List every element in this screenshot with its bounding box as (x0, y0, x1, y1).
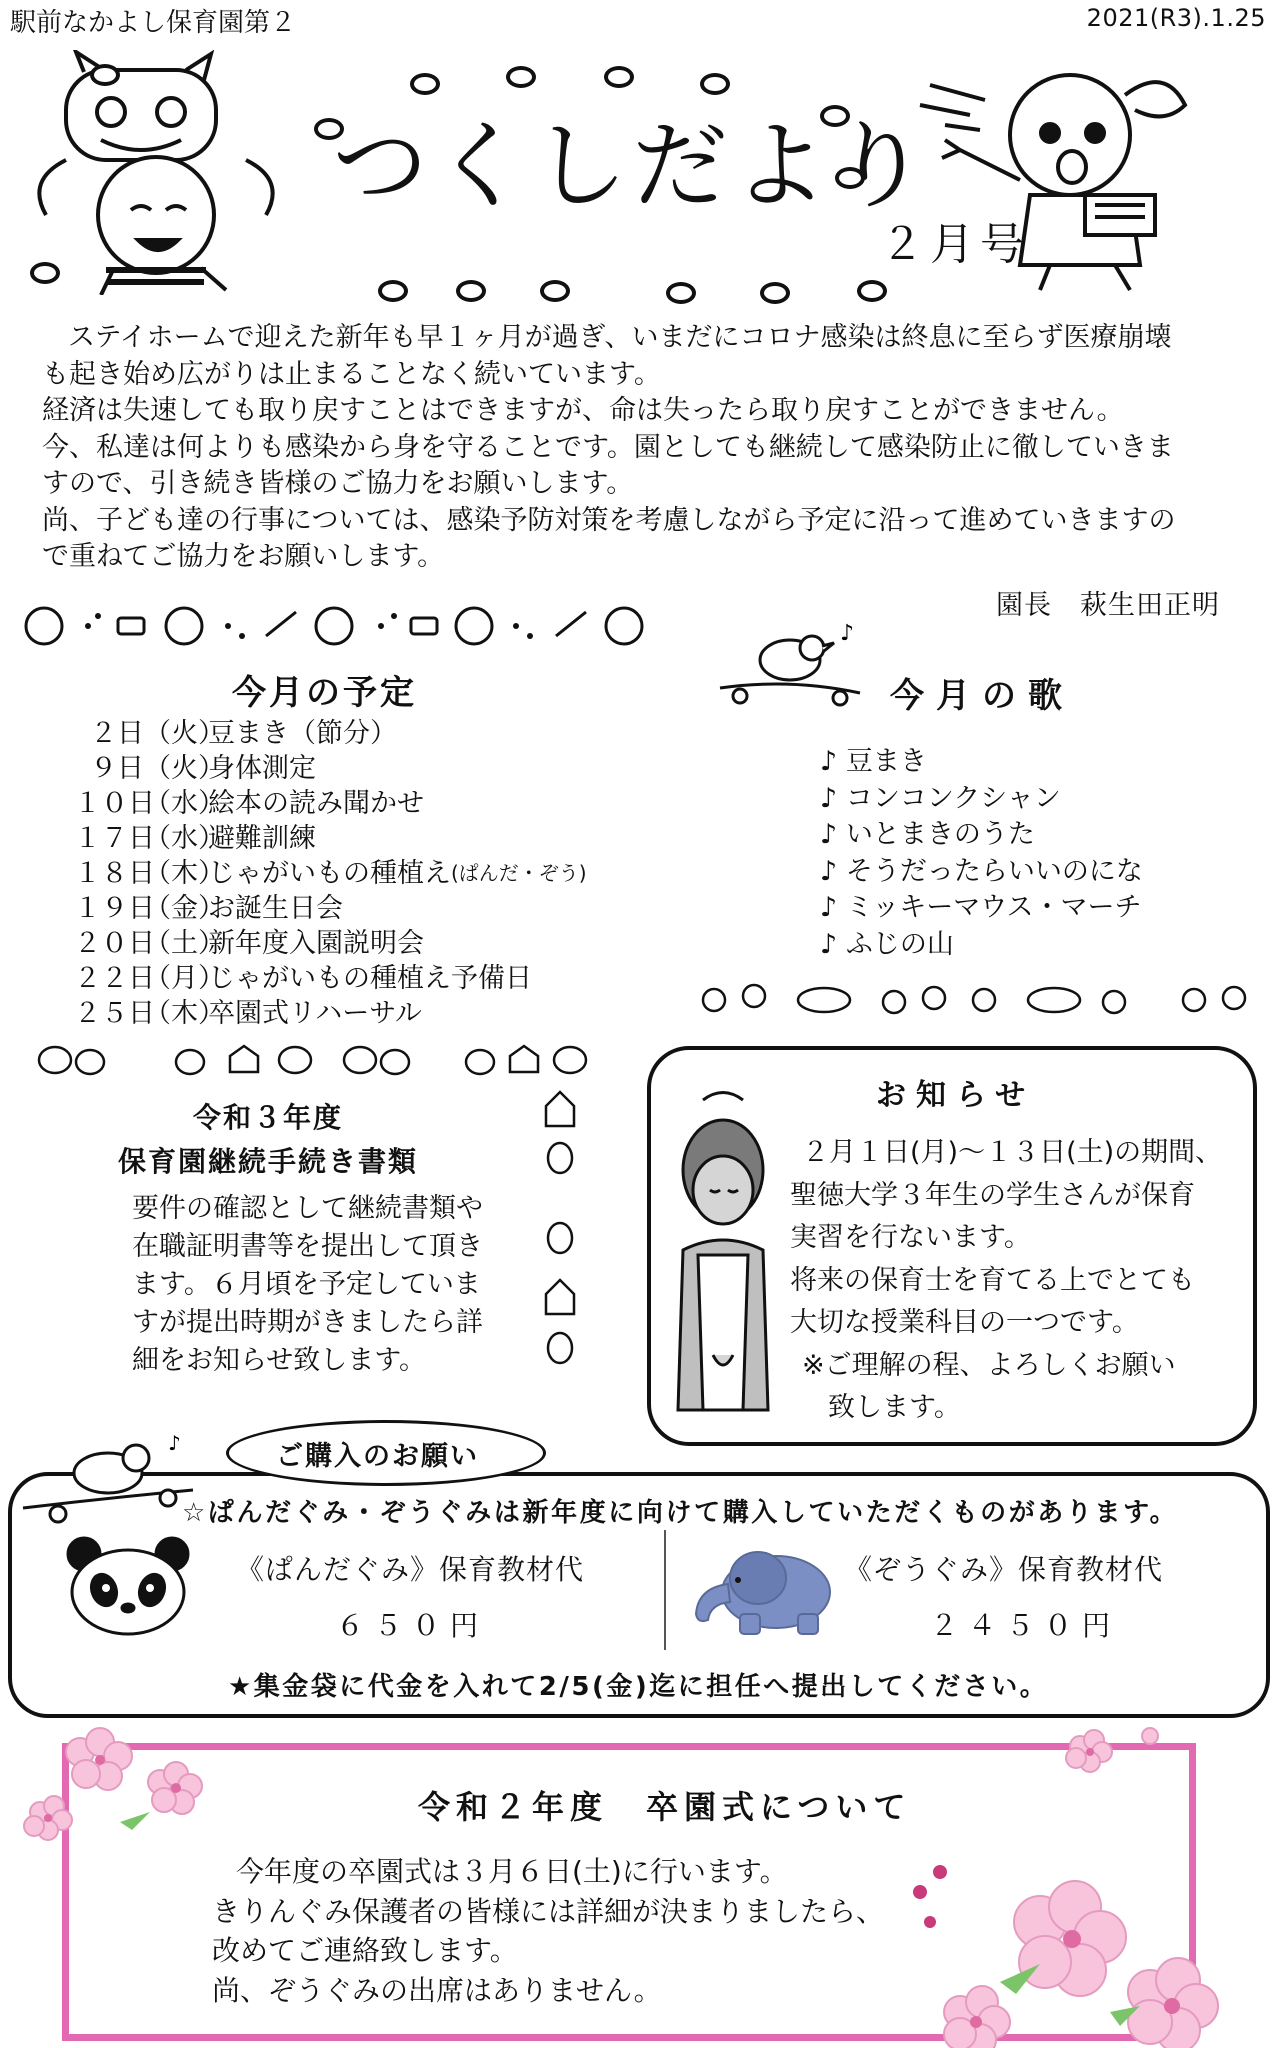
graduation-body (212, 1852, 884, 2010)
schedule-event: じゃがいもの種植え予備日 (208, 963, 532, 994)
schedule-weekday: （月） (144, 963, 225, 994)
schedule-item (74, 926, 587, 961)
notice-line: 将来の保育士を育てる上でとても (790, 1264, 1195, 1296)
schedule-day: １０日 (74, 788, 155, 819)
organization-name: 駅前なかよし保育園第２ (10, 8, 297, 38)
schedule-item (74, 786, 587, 821)
notice-line: 聖徳大学３年生の学生さんが保育 (790, 1179, 1195, 1211)
elephant-class-item-price: ２４５０円 (930, 1609, 1121, 1642)
song-item: ♪ 豆まき (820, 746, 927, 777)
purchase-note: ☆ぱんだぐみ・ぞうぐみは新年度に向けて購入していただくものがあります。 (182, 1498, 1179, 1528)
song-item: ♪ コンコンクシャン (820, 782, 1061, 814)
schedule-item (74, 996, 587, 1031)
schedule-weekday: （火） (144, 753, 225, 784)
songs-title: 今月の歌 (890, 676, 1074, 716)
notice-line: 致します。 (828, 1392, 961, 1423)
svg-text:♪: ♪ (168, 1431, 181, 1455)
schedule-day: ２２日 (74, 963, 155, 994)
intro-line: ステイホームで迎えた新年も早１ヶ月が過ぎ、いまだにコロナ感染は終息に至らず医療崩壊 (68, 322, 1172, 353)
schedule-event: 卒園式リハーサル (208, 998, 422, 1029)
elephant-class-item-label: 《ぞうぐみ》保育教材代 (844, 1553, 1164, 1586)
schedule-weekday: （金） (144, 893, 225, 924)
schedule-day: ２５日 (74, 998, 155, 1029)
oni-border-decoration (16, 600, 656, 650)
schedule-item (74, 961, 587, 996)
song-item: ♪ そうだったらいいのにな (820, 855, 1143, 887)
schedule-event: 身体測定 (208, 753, 316, 784)
schedule-day: ２０日 (74, 928, 155, 959)
schedule-day: １９日 (74, 893, 155, 924)
schedule-day: ２日 (90, 718, 144, 749)
notice-title: お知らせ (876, 1078, 1036, 1113)
purchase-title: ご購入のお願い (276, 1441, 479, 1472)
intro-line: 経済は失速しても取り戻すことはできますが、命は失ったら取り戻すことができません。 (42, 395, 1124, 426)
cherry-blossom-left-decoration (10, 1722, 240, 1842)
schedule-weekday: （水） (144, 823, 225, 854)
graduation-line: 今年度の卒園式は３月６日(土)に行います。 (236, 1855, 788, 1888)
issue-date: 2021(R3).1.25 (1086, 4, 1266, 32)
panda-icon (62, 1536, 194, 1636)
notice-body (790, 1132, 1240, 1430)
panda-class-item-label: 《ぱんだぐみ》保育教材代 (236, 1553, 585, 1586)
intro-line: 尚、子ども達の行事については、感染予防対策を考慮しながら予定に沿って進めていきますの (42, 504, 1176, 536)
notice-line: 実習を行ないます。 (790, 1222, 1031, 1253)
schedule-event: 絵本の読み聞かせ (208, 788, 424, 819)
schedule-day: ９日 (90, 753, 144, 784)
schedule-weekday: （木） (144, 858, 225, 889)
intro-line: すので、引き続き皆様のご協力をお願いします。 (42, 468, 634, 499)
intro-line: 今、私達は何よりも感染から身を守ることです。園としても継続して感染防止に徹していきま (42, 431, 1174, 463)
bird-on-branch-icon (710, 618, 870, 708)
documents-title-line: 令和３年度 (193, 1101, 344, 1134)
bowing-teacher-illustration (668, 1080, 778, 1430)
documents-line: 在職証明書等を提出して頂き (132, 1231, 483, 1262)
notice-line: 大切な授業科目の一つです。 (790, 1307, 1139, 1338)
flower-bird-border-decoration (694, 980, 1254, 1020)
schedule-event: お誕生日会 (208, 893, 343, 924)
svg-text:♪: ♪ (840, 621, 855, 646)
cherry-blossom-bottom-right-decoration (900, 1862, 1230, 2048)
notice-line: ２月１日(月)～１３日(土)の期間、 (802, 1137, 1223, 1168)
schedule-event: 避難訓練 (208, 823, 316, 854)
song-item: ♪ ミッキーマウス・マーチ (820, 892, 1142, 923)
schedule-weekday: （水） (144, 788, 225, 819)
documents-body (132, 1190, 504, 1380)
graduation-line: きりんぐみ保護者の皆様には詳細が決まりましたら、 (212, 1894, 885, 1928)
purchase-divider (664, 1530, 666, 1650)
schedule-event: 豆まき（節分） (208, 718, 397, 749)
schedule-event: 新年度入園説明会 (208, 928, 424, 959)
graduation-line: 改めてご連絡致します。 (212, 1934, 518, 1967)
newsletter-title: つくしだより (332, 110, 932, 222)
graduation-line: 尚、ぞうぐみの出席はありません。 (212, 1973, 662, 2007)
cherry-blossom-top-right-decoration (1040, 1722, 1180, 1782)
documents-line: 細をお知らせ致します。 (132, 1345, 427, 1376)
schedule-day: １７日 (74, 823, 155, 854)
documents-line: ます。６月頃を予定していま (132, 1269, 481, 1300)
schedule-day: １８日 (74, 858, 155, 889)
documents-line: 要件の確認として継続書類や (132, 1193, 483, 1224)
schedule-title: 今月の予定 (232, 673, 417, 713)
schedule-item (74, 821, 587, 856)
schedule-weekday: （土） (144, 928, 225, 959)
schedule-item (74, 891, 587, 926)
elephant-icon (688, 1544, 838, 1636)
panda-class-item-price: ６５０円 (336, 1609, 489, 1642)
graduation-title: 令和２年度 卒園式について (418, 1788, 912, 1826)
bird-branch-icon (18, 1428, 198, 1528)
schedule-event: じゃがいもの種植え (208, 858, 451, 889)
songs-list (820, 744, 1143, 963)
schedule-item (74, 856, 587, 891)
intro-line: も起き始め広がりは止まることなく続いています。 (42, 358, 661, 390)
purchase-footer: ★集金袋に代金を入れて2/5(金)迄に担任へ提出してください。 (228, 1672, 1049, 1702)
intro-line: で重ねてご協力をお願いします。 (42, 541, 445, 572)
oni-kid-illustration (6, 50, 306, 295)
schedule-item (74, 751, 587, 786)
song-item: ♪ いとまきのうた (820, 819, 1035, 850)
schedule-weekday: （木） (144, 998, 225, 1029)
vertical-tree-decoration (540, 1086, 580, 1406)
documents-title-line: 保育園継続手続き書類 (118, 1145, 419, 1178)
documents-line: すが提出時期がきましたら詳 (132, 1307, 483, 1338)
schedule-item (74, 716, 587, 751)
intro-message (42, 320, 1232, 576)
notice-line: ※ご理解の程、よろしくお願い (802, 1349, 1176, 1381)
schedule-note: (ぱんだ・ぞう) (451, 861, 587, 885)
song-item: ♪ ふじの山 (820, 928, 954, 960)
trees-houses-border-decoration (30, 1040, 590, 1080)
schedule-list (74, 716, 587, 1031)
issue-number: ２月号 (880, 219, 1030, 270)
schedule-weekday: （火） (144, 718, 225, 749)
principal-signature: 園長 萩生田正明 (996, 590, 1220, 621)
documents-title (118, 1096, 418, 1184)
